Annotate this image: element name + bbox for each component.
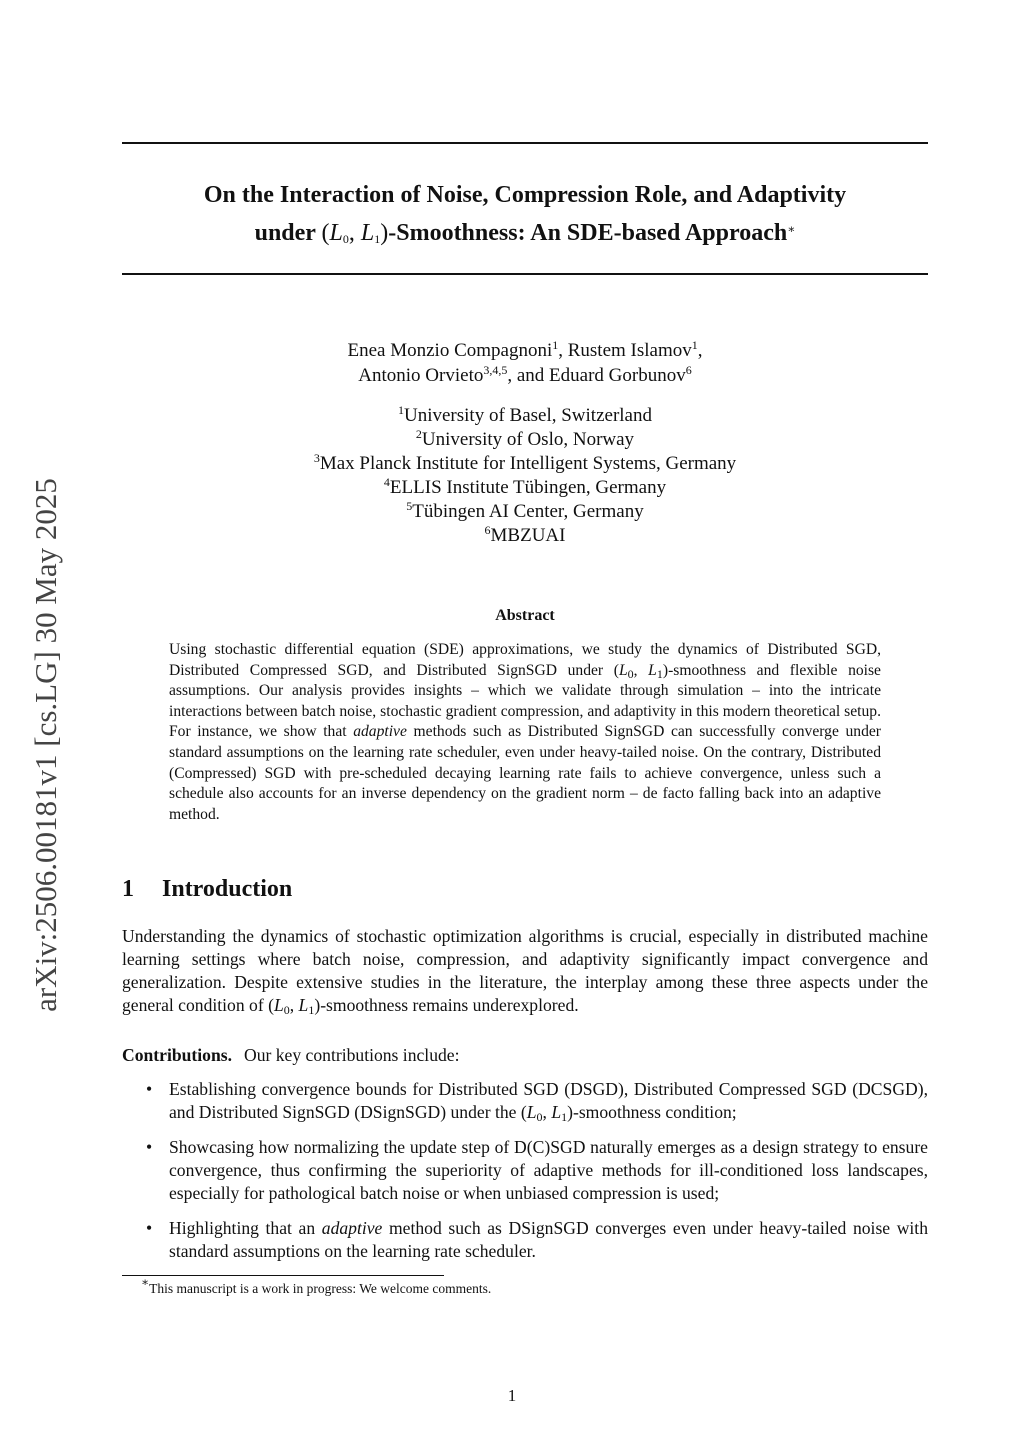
abstract-body: Using stochastic differential equation (SDE) approximations, we study the dynamics of Distributed SGD, Distributed Compressed SGD, and Distributed SignSGD under ($L_0$, $L_1$)-smoothness and flexible noise assumptions. Our analysis provides insights – which we validate through simulation – into the intricate interactions between batch noise, stochastic gradient compression, and adaptivity in this modern theoretical setup. For instance, we show that adaptive methods such as Distributed SignSGD can successfully converge under standard assumptions on the learning rate scheduler, even under heavy-tailed noise. On the contrary, Distributed (Compressed) SGD with pre-scheduled decaying learning rate fails to achieve convergence, unless such a schedule also accounts for an inverse dependency on the gradient norm – de facto falling back into an adaptive method. (169, 641, 881, 823)
author-line-2: Antonio Orvieto$^{3,4,5}$, and Eduard Gorbunov$^6$ (358, 363, 692, 386)
l0-l1-math: ($L_0$, $L_1$) (613, 661, 669, 681)
arxiv-identifier: arXiv:2506.00181v1 [cs.LG] 30 May 2025 (28, 478, 63, 1012)
list-item: • Showcasing how normalizing the update step of D(C)SGD naturally emerges as a design strategy to ensure convergence, thus confirming the superiority of adaptive methods for ill-conditioned loss landscapes, especially for pathological batch noise or when unbiased compression is used; (146, 1137, 928, 1203)
affiliation-item: $^2$University of Oslo, Norway (415, 427, 635, 450)
bullet-icon: • (146, 1218, 153, 1238)
author-list (122, 338, 928, 388)
section-heading: 1 Introduction (122, 876, 293, 902)
title-line-1: On the Interaction of Noise, Compression Role, and Adaptivity (203, 182, 847, 208)
l0-l1-math: ($L_0$, $L_1$) (520, 1102, 573, 1124)
title-line-2: under ($L_0$, $L_1$)-Smoothness: An SDE-based Approach∗ (254, 220, 796, 246)
list-item: • Establishing convergence bounds for Distributed SGD (DSGD), Distributed Compressed SGD (DCSGD), and Distributed SignSGD (DSignSGD) under the ($L_0$, $L_1$)-smoothness condition; (146, 1079, 928, 1124)
footnote: ∗This manuscript is a work in progress: We welcome comments. (141, 1275, 492, 1296)
affiliation-item: $^3$Max Planck Institute for Intelligent Systems, Germany (313, 451, 737, 474)
affiliation-item: $^6$MBZUAI (484, 523, 566, 546)
contributions-label: Contributions. (122, 1045, 232, 1065)
page-number: 1 (507, 1386, 517, 1405)
bullet-icon: • (146, 1079, 153, 1099)
affiliation-list (122, 404, 928, 548)
title-top-rule (122, 142, 928, 144)
title-footnote-mark: ∗ (787, 222, 796, 236)
footnote-rule (122, 1275, 444, 1276)
l0-l1-math: ($L_0$, $L_1$) (268, 995, 321, 1017)
l0-l1-math: ($L_0$, $L_1$) (321, 220, 389, 246)
bullet-icon: • (146, 1137, 153, 1157)
abstract-heading: Abstract (495, 607, 555, 624)
intro-paragraph: Understanding the dynamics of stochastic optimization algorithms is crucial, especially in distributed machine learning settings where batch noise, compression, and adaptivity significantly impact convergence and generalization. Despite extensive studies in the literature, the interplay among these three aspects under the general condition of ($L_0$, $L_1$)-smoothness remains underexplored. (122, 926, 928, 1017)
contributions-list (122, 1078, 928, 1275)
affiliation-item: $^5$Tübingen AI Center, Germany (406, 499, 644, 522)
contributions-paragraph: Contributions. Our key contributions include: (122, 1045, 460, 1065)
affiliation-item: $^4$ELLIS Institute Tübingen, Germany (383, 475, 667, 498)
paper-title (122, 176, 928, 252)
author-line-1: Enea Monzio Compagnoni$^1$, Rustem Islamov$^1$, (347, 338, 703, 361)
affiliation-item: $^1$University of Basel, Switzerland (397, 403, 652, 426)
list-item: • Highlighting that an adaptive method such as DSignSGD converges even under heavy-tailed noise with standard assumptions on the learning rate scheduler. (146, 1218, 928, 1261)
title-bottom-rule (122, 273, 928, 275)
